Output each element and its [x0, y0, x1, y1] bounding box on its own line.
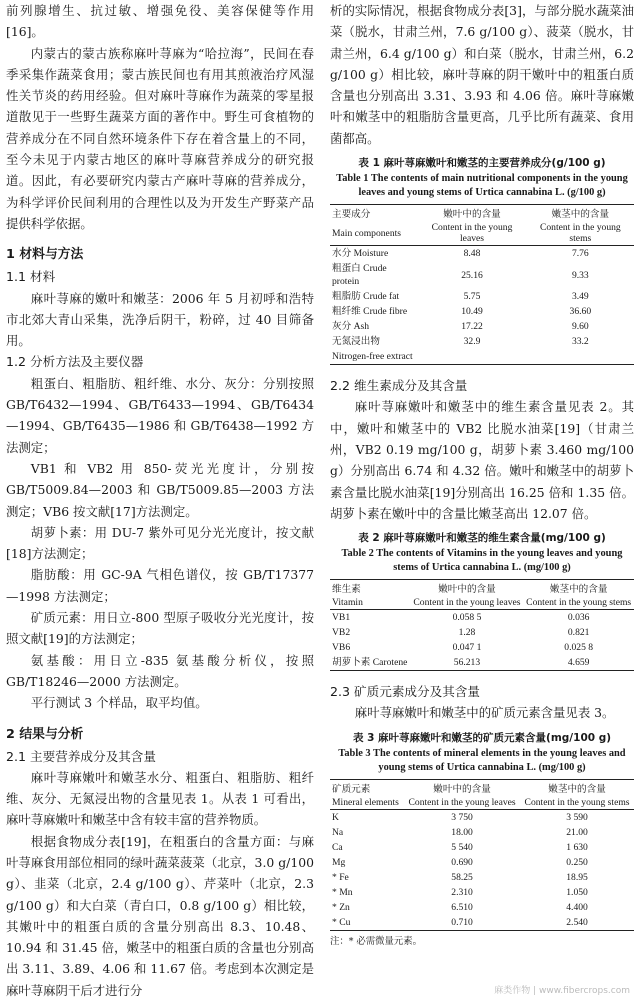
- table-cell: * Zn: [332, 901, 350, 913]
- table-cell: 灰分 Ash: [332, 321, 370, 333]
- table-row: [330, 640, 634, 655]
- table-cell: 粗脂肪 Crude fat: [332, 291, 400, 303]
- table-cell: 2.540: [520, 915, 634, 931]
- subsection-heading-analysis: 1.2 分析方法及主要仪器: [6, 354, 144, 370]
- paragraph-method-carotene: 胡萝卜素：用 DU-7 紫外可见分光光度计，按文献[18]方法测定；: [6, 524, 314, 562]
- table-cell: Na: [332, 826, 344, 838]
- table-cell: 1.050: [566, 886, 588, 898]
- table2-caption-cn: 表 2 麻叶荨麻嫩叶和嫩茎的维生素含量(mg/100 g): [358, 532, 606, 545]
- table-cell: 0.036: [567, 612, 590, 624]
- table-cell: 粗蛋白 Crude protein: [332, 263, 387, 288]
- table-header-cell: Content in the young leaves: [417, 221, 526, 246]
- table-row: [330, 655, 634, 671]
- table-cell: * Cu: [330, 915, 404, 931]
- table3-note: 注：* 必需微量元素。: [330, 935, 423, 947]
- table-cell: 粗纤维 Crude fibre: [332, 306, 408, 318]
- paragraph-materials: 麻叶荨麻的嫩叶和嫩茎：2006 年 5 月初呼和浩特市北郊大青山采集，洗净后阴干，粉碎，过 40 目筛备用。: [6, 290, 314, 349]
- table-row: [330, 885, 634, 900]
- table-row: [330, 261, 634, 289]
- table-header-cell: Mineral elements: [330, 796, 404, 810]
- table-row: [330, 289, 634, 304]
- table-cell: 3 590: [566, 811, 588, 823]
- table-cell: 2.310: [451, 886, 473, 898]
- table-cell: 5.75: [463, 291, 481, 303]
- table2-vitamins: [330, 579, 634, 671]
- table-header-cell: Content in the young stems: [520, 796, 634, 810]
- table-cell: 17.22: [461, 321, 483, 333]
- table-cell: 56.213: [411, 655, 524, 671]
- table-header-cell: 嫩叶中的含量: [404, 779, 520, 796]
- table-row: [330, 625, 634, 640]
- table-cell: 9.33: [571, 269, 589, 281]
- table-cell: 9.60: [571, 321, 589, 333]
- table-cell: 0.821: [567, 627, 590, 639]
- table-cell: 32.9: [463, 336, 481, 348]
- subsection-heading-nutrients: 2.1 主要营养成分及其含量: [6, 748, 156, 764]
- table-header-cell: 维生素: [330, 580, 411, 597]
- table3-caption-cn: 表 3 麻叶荨麻嫩叶和嫩茎的矿质元素含量(mg/100 g): [352, 731, 612, 744]
- table-cell: 33.2: [571, 336, 589, 348]
- table-header-cell: 嫩叶中的含量: [417, 205, 526, 222]
- table-cell: Ca: [332, 841, 343, 853]
- table-cell: 4.659: [523, 655, 634, 671]
- paragraph-method-minerals: 矿质元素：用日立-800 型原子吸收分光光度计，按照文献[19]的方法测定；: [6, 610, 314, 647]
- subsection-heading-minerals: 2.3 矿质元素成分及其含量: [330, 684, 480, 700]
- table-cell: * Mn: [332, 886, 353, 898]
- paragraph-method-amino-acid: 氨基酸：用日立-835 氨基酸分析仪，按照 GB/T18246—2000 方法测定。: [6, 652, 314, 689]
- table-cell: Nitrogen-free extract: [330, 349, 417, 365]
- table-cell: 8.48: [463, 248, 481, 260]
- table-header-cell: Content in the young leaves: [404, 796, 520, 810]
- paragraph-intro-tail: 前列腺增生、抗过敏、增强免役、美容保健等作用[16]。: [6, 3, 314, 40]
- table-cell: VB1: [332, 612, 351, 624]
- table-header-cell: 嫩茎中的含量: [527, 205, 634, 222]
- table-cell: [417, 349, 526, 365]
- table-cell: 1.28: [458, 627, 476, 639]
- table-cell: 36.60: [569, 306, 592, 318]
- table-cell: 58.25: [451, 871, 473, 883]
- table-cell: 5 540: [451, 841, 473, 853]
- table-row: [330, 610, 634, 626]
- left-column: [6, 0, 314, 1000]
- table-cell: 0.047 1: [452, 642, 482, 654]
- table-cell: 水分 Moisture: [332, 248, 389, 260]
- table-row: [330, 900, 634, 915]
- table3-caption-en: Table 3 The contents of mineral elements in the young leaves and young stems of Urtica cannabina L. (mg/100 g): [338, 747, 626, 773]
- table-cell: [527, 349, 634, 365]
- table-header-cell: Content in the young leaves: [411, 596, 524, 610]
- table-header-cell: Content in the young stems: [527, 221, 634, 246]
- table1-caption-en: Table 1 The contents of main nutritional components in the young leaves and young stems of Urtica cannabina L. (g/100 g): [336, 173, 628, 199]
- section-heading-results: 2 结果与分析: [6, 726, 84, 742]
- table-cell: 胡萝卜素 Carotene: [330, 655, 411, 671]
- table2-caption-en: Table 2 The contents of Vitamins in the young leaves and young stems of Urtica cannabina L. (mg/100 g): [341, 548, 623, 574]
- table-row: [330, 809, 634, 825]
- table-cell: 7.76: [571, 248, 589, 260]
- table-header-cell: Vitamin: [330, 596, 411, 610]
- table-row: [330, 870, 634, 885]
- table-cell: 无氮浸出物: [332, 336, 380, 348]
- table-header-cell: 嫩叶中的含量: [411, 580, 524, 597]
- paragraph-intro: 内蒙古的蒙古族称麻叶荨麻为“哈拉海”，民间在春季采集作蔬菜食用；蒙古族民间也有用其煎液治疗风湿性关节炎的药用经验。但对麻叶荨麻作为蔬菜的零星报道散见于一些野生蔬菜方面的著作中。野生可食植物的营养成分在不同自然环境条件下存在着含量上的不同，至今未见于内蒙古地区的麻叶荨麻营养成分的研究报道。因此，有必要研究内蒙古产麻叶荨麻的营养成分，为科学评价民间利用的合理性以及为开发生产野菜产品提供科学依据。: [6, 45, 314, 231]
- table-row: [330, 304, 634, 319]
- subsection-heading-materials: 1.1 材料: [6, 269, 56, 285]
- paragraph-method-fatty-acid: 脂肪酸：用 GC-9A 气相色谱仪，按 GB/T17377—1998 方法测定；: [6, 567, 314, 604]
- right-column: [330, 0, 634, 1000]
- subsection-heading-vitamins: 2.2 维生素成分及其含量: [330, 378, 468, 394]
- table-cell: 18.00: [451, 826, 473, 838]
- table-row: [330, 855, 634, 870]
- table-row: [330, 825, 634, 840]
- table-row: [330, 246, 634, 262]
- table-row: [330, 319, 634, 334]
- table-header-cell: 嫩茎中的含量: [520, 779, 634, 796]
- table-row: [330, 334, 634, 349]
- table-header-cell: 主要成分: [330, 205, 417, 222]
- paragraph-results-protein: 根据食物成分表[19]，在粗蛋白的含量方面：与麻叶荨麻食用部位相同的绿叶蔬菜菠菜（北京，3.0 g/100 g）、韭菜（北京，2.4 g/100 g）、芹菜叶（北京，2.3 g/100 g）和大白菜（青白口，0.8 g/100 g）相比较，其嫩叶中的粗蛋白质的含量分别高出 8.3、10.48、10.94 和 31.45 倍，嫩茎中的粗蛋白质的含量也分别高出 3.11、3.89、4.06 和 11.67 倍。考虑到本次测定是麻叶荨麻阴干后才进行分: [6, 833, 314, 998]
- watermark: 麻类作物 | www.fibercrops.com: [494, 986, 630, 996]
- table-cell: Mg: [332, 856, 346, 868]
- table-cell: 0.710: [404, 915, 520, 931]
- table-cell: 6.510: [451, 901, 473, 913]
- table-cell: * Fe: [332, 871, 349, 883]
- table-cell: 0.690: [451, 856, 473, 868]
- table-cell: 0.025 8: [564, 642, 594, 654]
- table-cell: 10.49: [461, 306, 483, 318]
- table-cell: VB6: [332, 642, 351, 654]
- paragraph-results-vitamins: 麻叶荨麻嫩叶和嫩茎中的维生素含量见表 2。其中，嫩叶和嫩茎中的 VB2 比脱水油菜[19]（甘肃兰州，VB2 0.19 mg/100 g，胡萝卜素 3.460 mg/100 g）分别高出 6.74 和 4.32 倍。嫩叶和嫩茎中的胡萝卜素含量比脱水油菜[19]分别高出 16.25 倍和 1.35 倍。胡萝卜素在嫩叶中的含量比嫩茎高出 12.07 倍。: [330, 399, 634, 521]
- paragraph-method-proximate: 粗蛋白、粗脂肪、粗纤维、水分、灰分：分别按照 GB/T6432—1994、GB/T6433—1994、GB/T6434—1994、GB/T6435—1986 和 GB/T6438—1992 方法测定；: [6, 375, 314, 455]
- paragraph-method-vitamins: VB1 和 VB2 用 850-荧光光度计，分别按GB/T5009.84—2003 和 GB/T5009.85—2003 方法测定；VB6 按文献[17]方法测定。: [6, 460, 314, 519]
- table-cell: VB2: [332, 627, 351, 639]
- table-cell: K: [332, 811, 339, 823]
- table-row: [330, 915, 634, 931]
- table-row: [330, 349, 634, 365]
- table-header-cell: Main components: [330, 221, 417, 246]
- table-header-cell: 矿质元素: [330, 779, 404, 796]
- paragraph-method-replicates: 平行测试 3 个样品，取平均值。: [30, 695, 208, 711]
- table-cell: 4.400: [566, 901, 588, 913]
- section-heading-methods: 1 材料与方法: [6, 247, 84, 263]
- table-cell: 18.95: [566, 871, 588, 883]
- table-row: [330, 840, 634, 855]
- table3-minerals: [330, 779, 634, 931]
- table-cell: 25.16: [461, 269, 483, 281]
- table-cell: 1 630: [566, 841, 588, 853]
- paragraph-results-dehydrated: 析的实际情况，根据食物成分表[3]，与部分脱水蔬菜油菜（脱水，甘肃兰州，7.6 g/100 g）、菠菜（脱水，甘肃兰州，6.4 g/100 g）和白菜（脱水，甘肃兰州，6.2 g/100 g）相比较，麻叶荨麻的阴干嫩叶中的粗蛋白质含量也分别高出 3.31、3.93 和 4.06 倍。麻叶荨麻嫩叶和嫩茎中的粗脂肪含量更高，几乎比所有蔬菜、食用菌都高。: [330, 3, 634, 146]
- paragraph-results-minerals: 麻叶荨麻嫩叶和嫩茎中的矿质元素含量见表 3。: [354, 705, 615, 721]
- table-cell: 0.058 5: [452, 612, 482, 624]
- table-header-cell: 嫩茎中的含量: [523, 580, 634, 597]
- table1-nutrients: [330, 204, 634, 365]
- table-cell: 0.250: [566, 856, 588, 868]
- table-cell: 3 750: [451, 811, 473, 823]
- table1-caption-cn: 表 1 麻叶荨麻嫩叶和嫩茎的主要营养成分(g/100 g): [358, 157, 606, 170]
- table-cell: 3.49: [571, 291, 589, 303]
- table-header-cell: Content in the young stems: [523, 596, 634, 610]
- table-cell: 21.00: [566, 826, 588, 838]
- paragraph-results-nutrients: 麻叶荨麻嫩叶和嫩茎水分、粗蛋白、粗脂肪、粗纤维、灰分、无氮浸出物的含量见表 1。从表 1 可看出，麻叶荨麻嫩叶和嫩茎中含有较丰富的营养物质。: [6, 769, 314, 828]
